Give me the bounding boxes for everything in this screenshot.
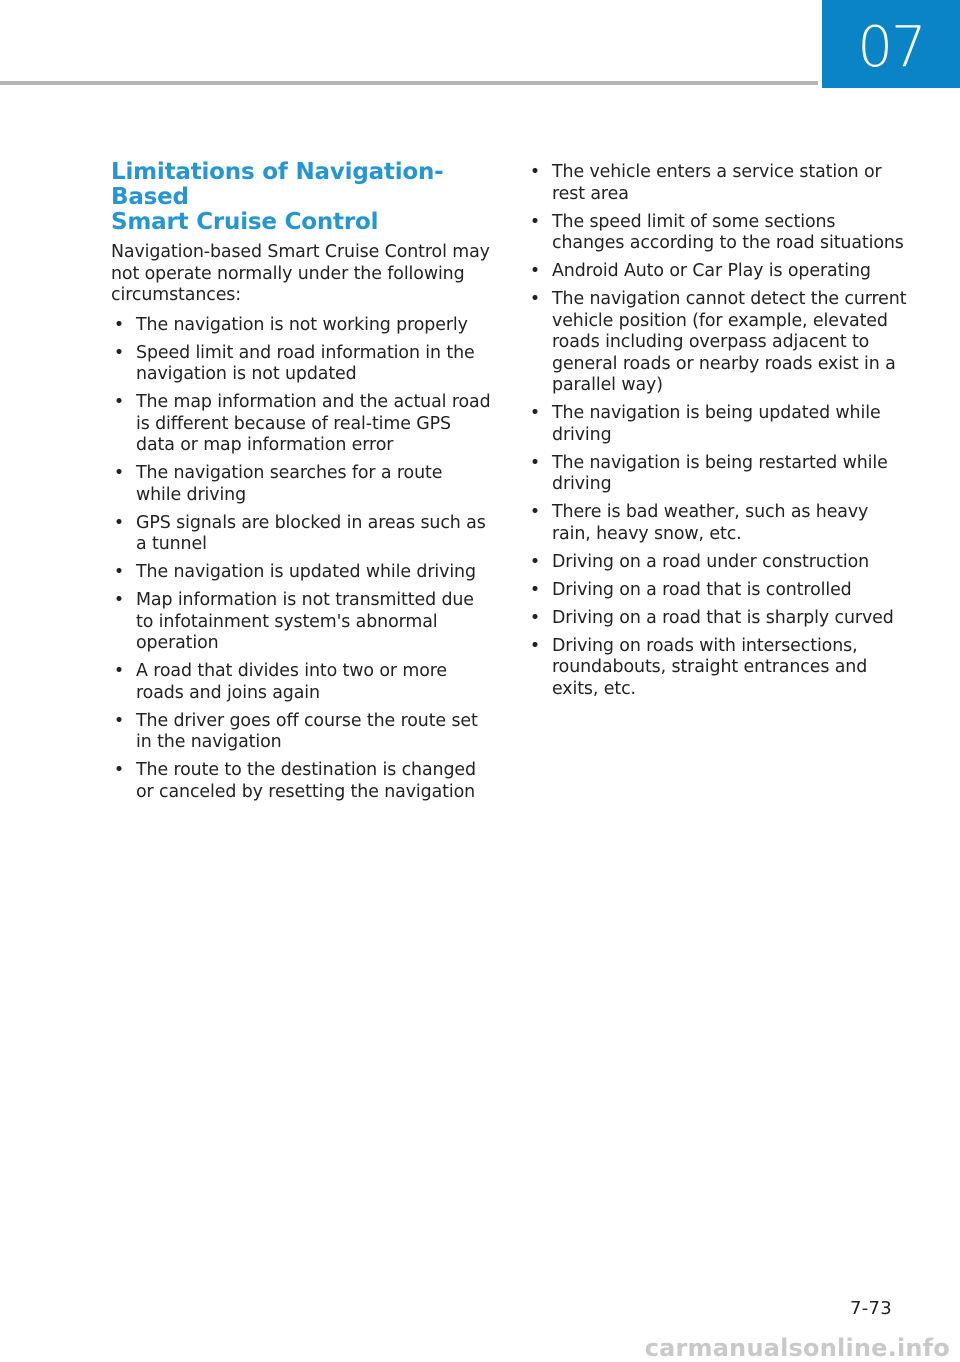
list-item-text: The route to the destination is changed or canceled by resetting the navigation — [136, 760, 476, 802]
list-item — [111, 392, 491, 457]
bullet-icon: • — [113, 342, 125, 363]
intro-paragraph: Navigation-based Smart Cruise Control may not operate normally under the following circumstances: — [111, 242, 490, 305]
section-title-line-1: Limitations of Navigation-Based — [111, 159, 444, 210]
list-item — [111, 513, 491, 556]
bullet-icon: • — [529, 289, 541, 309]
list-item — [527, 580, 907, 602]
list-item — [111, 562, 491, 584]
chapter-tab: 07 — [822, 0, 960, 88]
list-item — [111, 315, 491, 337]
right-bullet-list — [527, 162, 907, 700]
list-item-text: The navigation searches for a route while driving — [136, 463, 443, 505]
list-item — [111, 590, 491, 655]
list-item — [527, 212, 907, 255]
bullet-icon: • — [529, 579, 541, 600]
list-item-text: The driver goes off course the route set in the navigation — [136, 710, 478, 752]
bullet-icon: • — [113, 562, 125, 582]
list-item — [527, 453, 907, 496]
list-item — [111, 463, 491, 506]
list-item-text: The navigation is being updated while driving — [552, 403, 881, 445]
list-item — [111, 711, 491, 754]
list-item-text: A road that divides into two or more roads and joins again — [136, 661, 448, 703]
bullet-icon: • — [113, 463, 125, 483]
bullet-icon: • — [529, 551, 541, 572]
bullet-icon: • — [529, 211, 541, 232]
bullet-icon: • — [113, 661, 125, 681]
list-item — [111, 661, 491, 704]
bullet-icon: • — [113, 760, 125, 780]
list-item — [527, 162, 907, 205]
list-item — [527, 552, 907, 574]
left-column — [111, 160, 491, 810]
list-item-text: The navigation is not working properly — [136, 314, 468, 335]
bullet-icon: • — [529, 502, 541, 522]
list-item-text: The vehicle enters a service station or rest area — [552, 162, 882, 204]
list-item — [527, 289, 907, 397]
list-item-text: Driving on roads with intersections, roundabouts, straight entrances and exits, etc. — [552, 635, 868, 699]
bullet-icon: • — [113, 710, 125, 731]
list-item-text: Driving on a road under construction — [552, 551, 870, 572]
list-item — [527, 403, 907, 446]
header-rule — [0, 81, 818, 85]
left-bullet-list — [111, 315, 491, 804]
bullet-icon: • — [529, 635, 541, 656]
section-title-line-2: Smart Cruise Control — [111, 209, 379, 235]
list-item-text: GPS signals are blocked in areas such as a tunnel — [136, 512, 486, 554]
section-title — [111, 160, 491, 235]
list-item-text: Map information is not transmitted due to infotainment system's abnormal operation — [136, 590, 474, 653]
list-item-text: Android Auto or Car Play is operating — [552, 261, 871, 281]
page-number: 7-73 — [849, 1298, 892, 1319]
list-item-text: The map information and the actual road is different because of real-time GPS data or map information error — [136, 392, 491, 455]
list-item-text: The navigation cannot detect the current vehicle position (for example, elevated roads including overpass adjacent to general roads or nearby roads exist in a parallel way) — [552, 289, 907, 395]
list-item-text: Driving on a road that is controlled — [552, 579, 852, 600]
list-item — [527, 261, 907, 283]
bullet-icon: • — [529, 452, 541, 473]
bullet-icon: • — [113, 392, 125, 412]
bullet-icon: • — [113, 512, 125, 533]
bullet-icon: • — [113, 590, 125, 610]
list-item — [527, 636, 907, 701]
list-item — [111, 760, 491, 803]
list-item-text: There is bad weather, such as heavy rain, heavy snow, etc. — [552, 502, 869, 544]
list-item — [527, 608, 907, 630]
list-item-text: The navigation is being restarted while driving — [552, 452, 888, 494]
list-item — [111, 343, 491, 386]
watermark-logo: carmanualsonline.info — [644, 1334, 950, 1362]
list-item-text: The speed limit of some sections changes according to the road situations — [552, 211, 904, 253]
list-item-text: Speed limit and road information in the navigation is not updated — [136, 342, 475, 384]
list-item — [527, 502, 907, 545]
bullet-icon: • — [529, 607, 541, 628]
bullet-icon: • — [529, 403, 541, 423]
bullet-icon: • — [529, 261, 541, 281]
bullet-icon: • — [113, 314, 125, 335]
bullet-icon: • — [529, 162, 541, 182]
list-item-text: The navigation is updated while driving — [136, 562, 476, 582]
right-column — [527, 162, 907, 707]
list-item-text: Driving on a road that is sharply curved — [552, 607, 894, 628]
